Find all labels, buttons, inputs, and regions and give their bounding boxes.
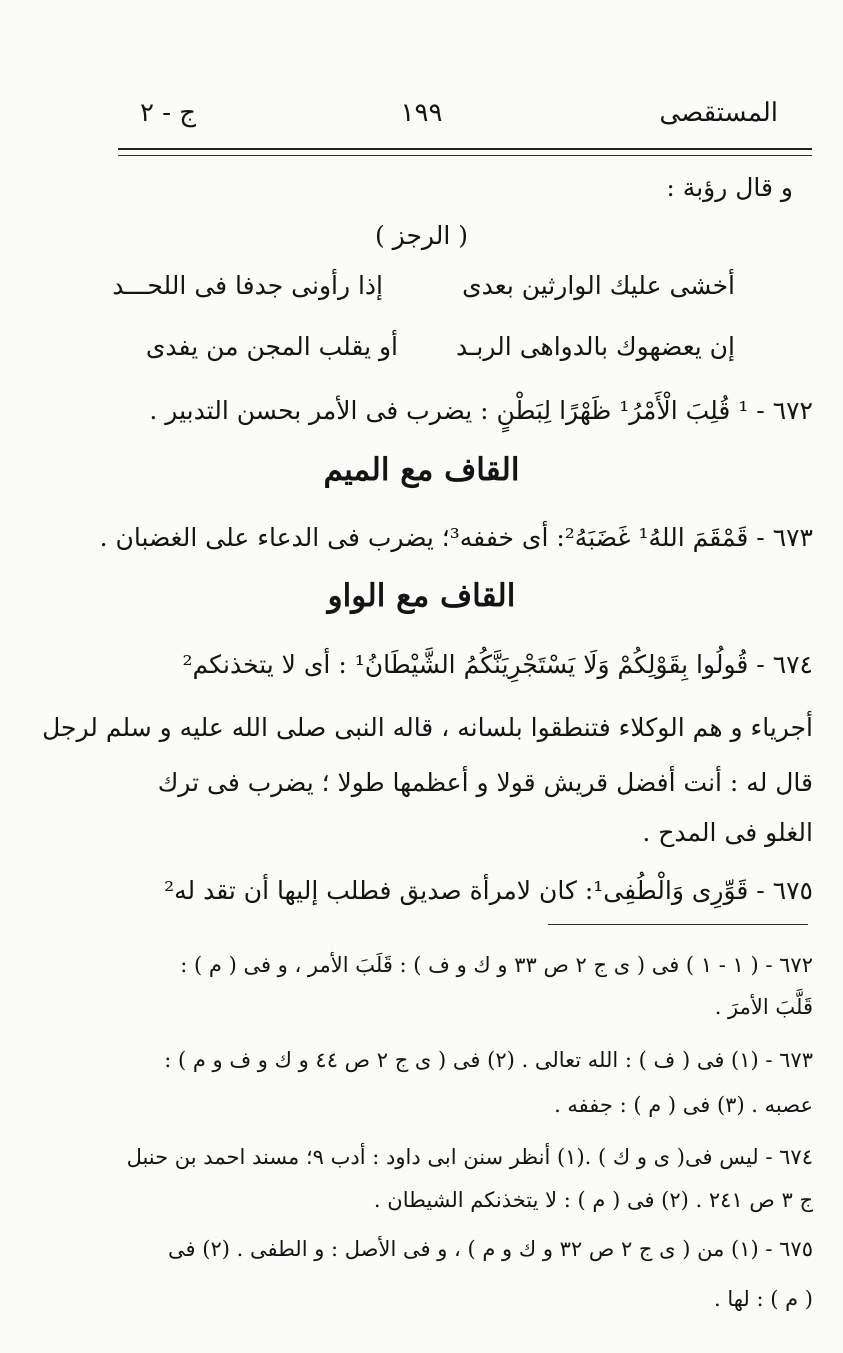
intro-line: و قال رؤبة : (666, 173, 793, 202)
volume-label: ج - ٢ (140, 98, 197, 128)
header-rule-thin (118, 155, 812, 156)
section-heading-qaf-waw: القاف مع الواو (327, 578, 516, 614)
verse2-first-hemistich: إن يعضهوك بالدواهى الربـد (455, 332, 735, 361)
footnote-675-line2: ( م ) : لها . (714, 1287, 813, 1311)
page-number: ١٩٩ (400, 98, 443, 128)
section-heading-qaf-mim: القاف مع الميم (323, 452, 520, 488)
entry-672: ٦٧٢ - ¹ قُلِبَ الْأَمْرُ¹ ظَهْرًا لِبَطْنٍ : يضرب فى الأمر بحسن التدبير . (149, 396, 813, 425)
footnote-separator (548, 924, 808, 925)
verse1-first-hemistich: أخشى عليك الوارثين بعدى (462, 271, 735, 300)
footnote-674-line2: ج ٣ ص ٢٤١ . (٢) فى ( م ) : لا يتخذنكم الشيطان . (373, 1188, 813, 1212)
entry-674-line2: أجرياء و هم الوكلاء فتنطقوا بلسانه ، قاله النبى صلى الله عليه و سلم لرجل (42, 713, 813, 742)
entry-674-line3: قال له : أنت أفضل قريش قولا و أعظمها طولا ؛ يضرب فى ترك (157, 768, 813, 797)
entry-675: ٦٧٥ - قَوِّرِى وَالْطُفِى¹: كان لامرأة صديق فطلب إليها أن تقد له² (164, 876, 813, 905)
footnote-673-line1: ٦٧٣ - (١) فى ( ف ) : الله تعالى . (٢) فى ( ى ج ٢ ص ٤٤ و ك و ف و م ) : (164, 1048, 813, 1072)
running-title: المستقصى (659, 98, 778, 128)
header-rule-thick (118, 148, 812, 150)
verse1-second-hemistich: إذا رأونى جدفا فى اللحـــد (112, 271, 383, 300)
verse2-second-hemistich: أو يقلب المجن من يفدى (145, 332, 398, 361)
footnote-674-line1: ٦٧٤ - ليس فى( ى و ك ) .(١) أنظر سنن ابى داود : أدب ٩؛ مسند احمد بن حنبل (126, 1145, 813, 1169)
footnote-675-line1: ٦٧٥ - (١) من ( ى ج ٢ ص ٣٢ و ك و م ) ، و فى الأصل : و الطفى . (٢) فى (168, 1237, 813, 1261)
footnote-672-line1: ٦٧٢ - ( ١ - ١ ) فى ( ى ج ٢ ص ٣٣ و ك و ف ) : قَلَبَ الأمر ، و فى ( م ) : (180, 953, 813, 977)
meter-label: ( الرجز ) (374, 221, 468, 250)
entry-673: ٦٧٣ - قَمْقَمَ اللهُ¹ غَضَبَهُ²: أى خففه³؛ يضرب فى الدعاء على الغضبان . (99, 523, 813, 552)
footnote-672-line2: قَلَّبَ الأمرَ . (714, 995, 813, 1019)
footnote-673-line2: عصبه . (٣) فى ( م ) : جففه . (554, 1093, 813, 1117)
entry-674-line1: ٦٧٤ - قُولُوا بِقَوْلِكُمْ وَلَا يَسْتَجْرِيَنَّكُمُ الشَّيْطَانُ¹ : أى لا يتخذنكم² (182, 650, 813, 679)
entry-674-line4: الغلو فى المدح . (642, 818, 813, 847)
